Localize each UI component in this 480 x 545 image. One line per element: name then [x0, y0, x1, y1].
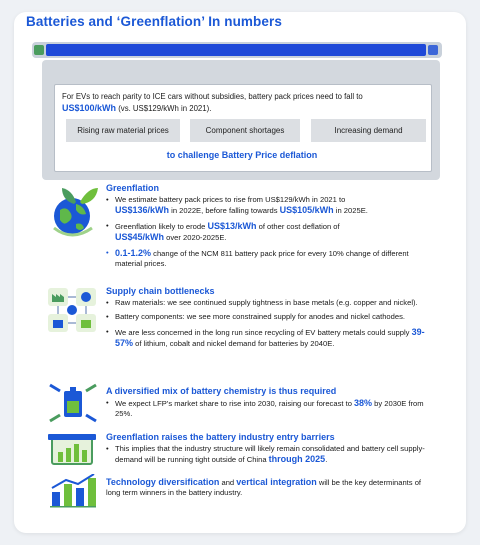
battery-mix-icon: [46, 381, 100, 425]
battery-intro: [62, 92, 422, 114]
barriers-heading: Greenflation raises the battery industry entry barriers: [106, 432, 335, 442]
mix-heading: A diversified mix of battery chemistry is thus required: [106, 386, 337, 396]
battery-terminal-right: [428, 45, 438, 55]
battery-terminal-left: [34, 45, 44, 55]
supply-list: [106, 298, 436, 354]
mix-list: [106, 398, 436, 424]
deflation-caption: to challenge Battery Price deflation: [166, 150, 318, 160]
tech-statement: Technology diversification and vertical integration will be the key determinants of long term winners in the battery industry.: [106, 477, 422, 498]
list-item: • 0.1-1.2% change of the NCM 811 battery pack price for every 10% change of different material prices.: [106, 248, 436, 270]
tech-highlight-1: Technology diversification: [106, 477, 220, 487]
greenflation-heading: Greenflation: [106, 183, 160, 193]
list-item: • Battery components: we see more constrained supply for anodes and nickel cathodes.: [106, 312, 436, 322]
intro-post: (vs. US$129/kWh in 2021).: [116, 103, 212, 113]
list-item: • This implies that the industry structure will likely remain consolidated and battery cell supply-demand will be running tight outside of China through 2025.: [106, 444, 436, 466]
battery-charge-bar: [46, 44, 426, 56]
list-item: • Raw materials: we see continued supply tightness in base metals (e.g. copper and nickel).: [106, 298, 436, 308]
list-item: • Greenflation likely to erode US$13/kWh of other cost deflation of US$45/kWh over 2020-2025E.: [106, 221, 436, 244]
bar-chart-icon: [48, 474, 98, 508]
list-item: • We estimate battery pack prices to rise from US$129/kWh in 2021 to US$136/kWh in 2022E, before falling towards US$105/kWh in 2025E.: [106, 195, 436, 217]
list-item: • We are less concerned in the long run since recycling of EV battery metals could supply 39-57% of lithium, cobalt and nickel demand for batteries by 2040E.: [106, 327, 436, 350]
barriers-list: [106, 444, 436, 470]
chip-component-shortages: Component shortages: [190, 119, 300, 142]
intro-value: US$100/kWh: [62, 102, 117, 113]
chip-raw-material: Rising raw material prices: [66, 119, 180, 142]
chip-increasing-demand: Increasing demand: [311, 119, 426, 142]
battery-chart-icon: [46, 430, 100, 468]
tech-highlight-2: vertical integration: [236, 477, 317, 487]
list-item: • We expect LFP’s market share to rise into 2030, raising our forecast to 38% by 2030E from 25%.: [106, 398, 436, 420]
page-title: Batteries and ‘Greenflation’ In numbers: [26, 14, 282, 29]
supply-chain-icon: [46, 286, 100, 336]
supply-heading: Supply chain bottlenecks: [106, 286, 215, 296]
globe-leaf-icon: [46, 184, 100, 240]
greenflation-list: [106, 195, 436, 273]
intro-text: For EVs to reach parity to ICE cars without subsidies, battery pack prices need to fall to: [62, 92, 363, 101]
